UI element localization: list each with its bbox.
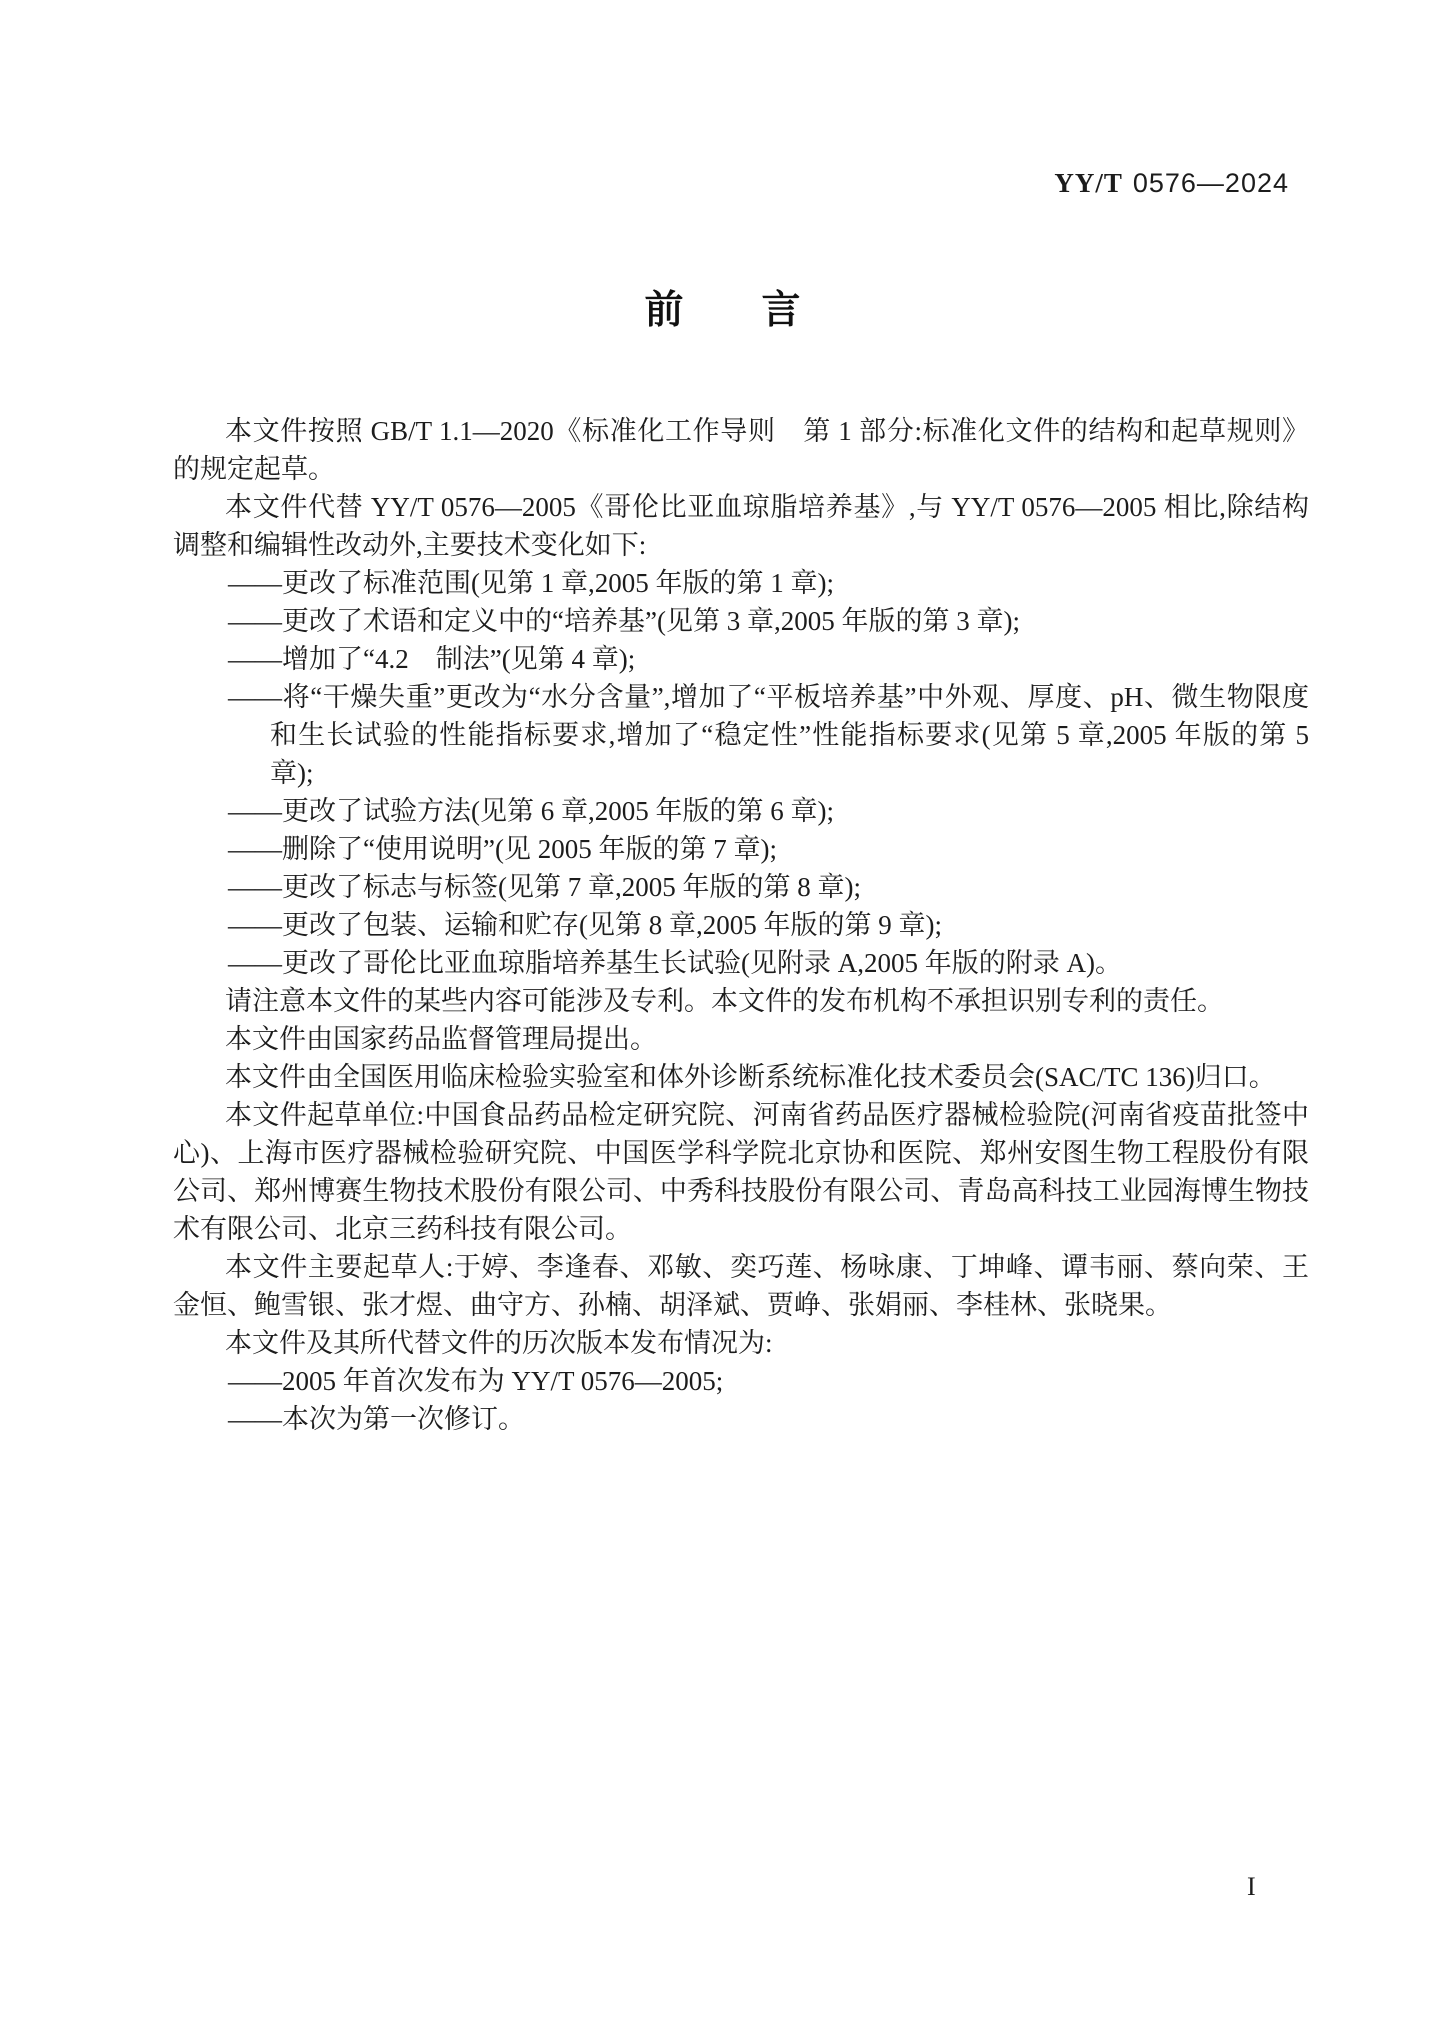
page-number: I bbox=[1247, 1872, 1256, 1901]
standard-number bbox=[1054, 166, 1289, 200]
foreword-paragraph: 本文件起草单位:中国食品药品检定研究院、河南省药品医疗器械检验院(河南省疫苗批签中心)、上海市医疗器械检验研究院、中国医学科学院北京协和医院、郑州安图生物工程股份有限公司、郑州博赛生物技术股份有限公司、中秀科技股份有限公司、青岛高科技工业园海博生物技术有限公司、北京三药科技有限公司。 bbox=[173, 1100, 1309, 1244]
change-list-item: ——更改了标志与标签(见第 7 章,2005 年版的第 8 章); bbox=[228, 872, 861, 902]
change-list-item: ——本次为第一次修订。 bbox=[228, 1404, 525, 1434]
change-list-item: ——更改了包装、运输和贮存(见第 8 章,2005 年版的第 9 章); bbox=[228, 910, 942, 940]
change-list-item: ——2005 年首次发布为 YY/T 0576—2005; bbox=[228, 1366, 724, 1396]
page-title: 前 言 bbox=[644, 289, 801, 332]
standard-number-prefix: YY/T bbox=[1054, 168, 1123, 198]
foreword-paragraph: 请注意本文件的某些内容可能涉及专利。本文件的发布机构不承担识别专利的责任。 bbox=[225, 986, 1224, 1016]
foreword-paragraph: 本文件由全国医用临床检验实验室和体外诊断系统标准化技术委员会(SAC/TC 136)归口。 bbox=[225, 1062, 1276, 1092]
change-list-item: ——将“干燥失重”更改为“水分含量”,增加了“平板培养基”中外观、厚度、pH、微生物限度和生长试验的性能指标要求,增加了“稳定性”性能指标要求(见第 5 章,2005 年版的第 5 章); bbox=[228, 682, 1309, 788]
change-list-item: ——更改了术语和定义中的“培养基”(见第 3 章,2005 年版的第 3 章); bbox=[228, 606, 1020, 636]
foreword-body bbox=[173, 412, 1309, 1438]
change-list-item: ——更改了试验方法(见第 6 章,2005 年版的第 6 章); bbox=[228, 796, 834, 826]
change-list-item: ——增加了“4.2 制法”(见第 4 章); bbox=[228, 644, 636, 674]
foreword-paragraph: 本文件主要起草人:于婷、李逢春、邓敏、奕巧莲、杨咏康、丁坤峰、谭韦丽、蔡向荣、王金恒、鲍雪银、张才煜、曲守方、孙楠、胡泽斌、贾峥、张娟丽、李桂林、张晓果。 bbox=[173, 1252, 1309, 1320]
standard-number-value: 0576—2024 bbox=[1132, 168, 1289, 198]
change-list-item: ——更改了标准范围(见第 1 章,2005 年版的第 1 章); bbox=[228, 568, 834, 598]
foreword-paragraph: 本文件代替 YY/T 0576—2005《哥伦比亚血琼脂培养基》,与 YY/T 0576—2005 相比,除结构调整和编辑性改动外,主要技术变化如下: bbox=[173, 492, 1309, 560]
foreword-paragraph: 本文件按照 GB/T 1.1—2020《标准化工作导则 第 1 部分:标准化文件的结构和起草规则》的规定起草。 bbox=[173, 416, 1309, 484]
change-list-item: ——删除了“使用说明”(见 2005 年版的第 7 章); bbox=[228, 834, 777, 864]
foreword-paragraph: 本文件及其所代替文件的历次版本发布情况为: bbox=[225, 1328, 773, 1358]
change-list-item: ——更改了哥伦比亚血琼脂培养基生长试验(见附录 A,2005 年版的附录 A)。 bbox=[228, 948, 1122, 978]
foreword-paragraph: 本文件由国家药品监督管理局提出。 bbox=[225, 1024, 657, 1054]
